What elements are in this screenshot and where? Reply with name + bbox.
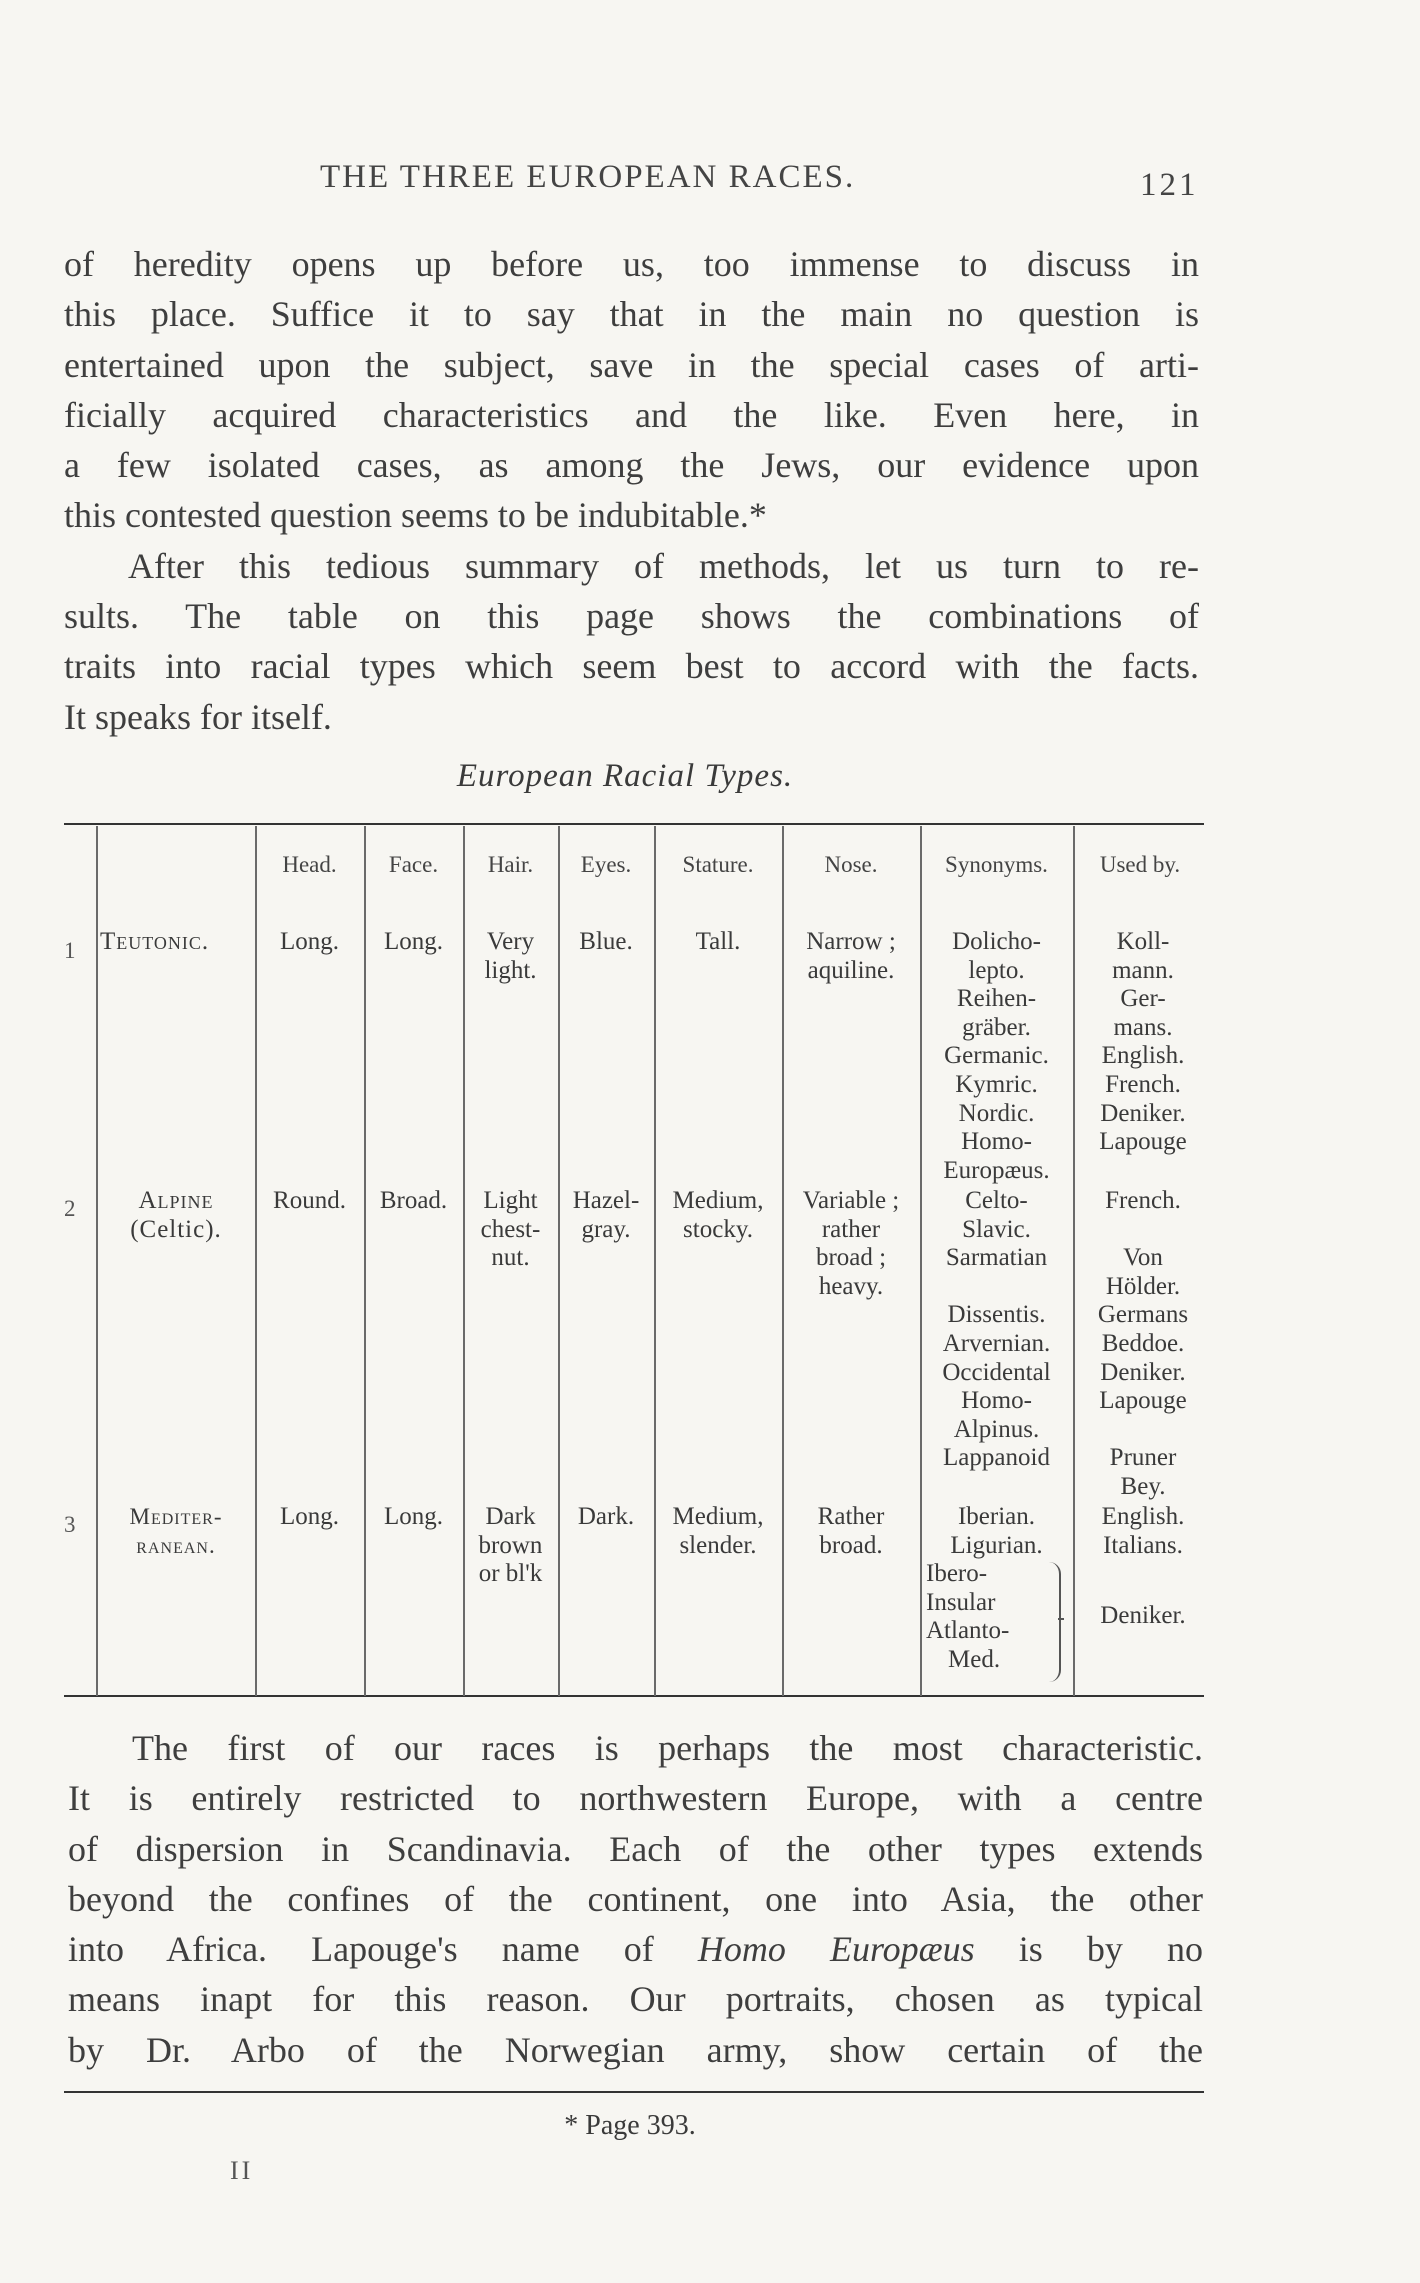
table-caption: European Racial Types. [456,758,794,794]
row-number: 2 [64,1196,76,1221]
cell-line: Dissentis. [947,1301,1046,1329]
cell-line: Hazel- [572,1187,640,1214]
page-number: 121 [1140,167,1199,203]
cell-line: Sarmatian [945,1244,1048,1272]
text-line: entertained upon the subject, save in the special cases of arti- [64,344,1199,385]
cell-line: French. [1105,1070,1181,1098]
cell-line: Nordic. [958,1099,1035,1127]
cell-hair [463,1187,558,1273]
cell-line: aquiline. [807,956,895,984]
cell-line: brown [478,1531,543,1559]
cell-line: (Celtic). [130,1215,222,1243]
brace-bracket [1045,1562,1061,1682]
cell-line: English. [1101,1042,1185,1070]
text-line [68,1924,1203,1974]
italic-term: Homo Europæus [697,1929,975,1970]
cell-line: Italians. [1103,1531,1183,1559]
cell-line: gray. [581,1215,631,1243]
cell-line: Blue. [579,928,633,955]
cell-line [1073,1416,1213,1445]
cell-head [255,1503,364,1532]
cell-line: Variable ; [802,1187,900,1214]
header-used-by: Used by. [1099,852,1181,877]
cell-face [364,1503,463,1532]
cell-line: Pruner [1109,1444,1177,1472]
text-line: sults. The table on this page shows the combinations of [64,596,1199,637]
cell-line: lepto. [968,956,1025,984]
cell-line: Teutonic. [100,928,210,955]
text-line: by Dr. Arbo of the Norwegian army, show certain of the [68,2029,1203,2070]
text-line: beyond the confines of the continent, one into Asia, the other [68,1878,1203,1919]
cell-line: nut. [491,1244,530,1272]
race-name-alpine [100,1187,252,1244]
cell-line: French. [1105,1187,1181,1214]
text-line: of heredity opens up before us, too immense to discuss in [64,244,1199,284]
cell-line: Beddoe. [1101,1329,1185,1357]
cell-nose [782,1187,920,1301]
cell-line: Koll- [1116,928,1170,955]
cell-line: Homo- [961,1128,1032,1156]
cell-line: Germans [1097,1301,1189,1329]
text-line: of dispersion in Scandinavia. Each of the other types extends [68,1828,1203,1869]
cell-line: Alpine [138,1187,214,1214]
cell-line: Celto- [965,1187,1028,1214]
cell-line: Deniker. [1100,1358,1186,1386]
cell-line: Deniker. [1100,1602,1186,1629]
cell-line: Hölder. [1105,1272,1181,1300]
cell-used-by-bracketed [1073,1602,1213,1631]
cell-used-by [1073,1187,1213,1502]
cell-line: English. [1101,1503,1185,1530]
cell-line: Bey. [1120,1472,1166,1500]
cell-line: Lapouge [1099,1128,1187,1156]
cell-line: Long. [279,1503,340,1530]
cell-line: Kymric. [955,1070,1038,1098]
text-block-top [64,239,1199,742]
cell-line: Long. [279,928,340,955]
cell-line: rather [821,1215,881,1243]
cell-line: Dark. [577,1503,635,1530]
cell-eyes [558,1187,654,1244]
cell-line: ranean. [136,1532,216,1558]
cell-stature [654,1503,782,1560]
cell-synonyms [920,1503,1073,1560]
row-number: 1 [64,938,76,963]
cell-line: Light [483,1187,538,1214]
row-number: 3 [64,1512,76,1537]
footnote-rule [64,2091,1204,2093]
cell-line: or bl'k [478,1560,543,1588]
text-run: is by no [974,1929,1204,1970]
cell-line: Europæus. [943,1156,1050,1184]
cell-line: Ibero- [926,1560,988,1587]
cell-line: Ligurian. [950,1531,1043,1559]
cell-synonyms [920,928,1073,1185]
cell-line: Germanic. [944,1042,1049,1070]
cell-line: Lappanoid [943,1444,1050,1472]
cell-line: Reihen- [956,985,1037,1013]
cell-line: chest- [480,1215,541,1243]
cell-eyes [558,1503,654,1532]
text-line: It is entirely restricted to northwestern Europe, with a centre [68,1778,1203,1819]
cell-hair [463,1503,558,1589]
cell-used-by [1073,1503,1213,1560]
text-line: ficially acquired characteristics and the like. Even here, in [64,394,1199,435]
text-line: The first of our races is perhaps the most characteristic. [132,1728,1203,1768]
table-bottom-rule [64,1695,1204,1697]
cell-line: gräber. [962,1013,1031,1041]
cell-line: Alpinus. [953,1415,1040,1443]
cell-line: Insular [926,1588,996,1616]
running-title: THE THREE EUROPEAN RACES. [320,159,856,195]
cell-line: slender. [679,1531,757,1559]
cell-line: Arvernian. [942,1329,1051,1357]
cell-line: Von [1123,1244,1163,1272]
cell-line: mans. [1113,1013,1173,1041]
text-line: It speaks for itself. [64,696,332,737]
cell-line: broad ; [815,1244,887,1272]
cell-line: mann. [1112,956,1174,984]
cell-line: Long. [383,928,444,955]
cell-eyes [558,928,654,957]
header-hair: Hair. [487,852,534,877]
cell-line: Iberian. [957,1503,1036,1530]
text-block-bottom [68,1723,1203,2075]
header-stature: Stature. [682,852,754,877]
cell-nose [782,928,920,985]
cell-face [364,1187,463,1216]
cell-line: Narrow ; [806,928,896,955]
header-head: Head. [282,852,337,877]
header-nose: Nose. [824,852,878,877]
cell-line: Tall. [695,928,741,955]
cell-line: Round. [273,1187,346,1214]
cell-face [364,928,463,957]
table-top-rule [64,823,1204,825]
cell-line: Dark [485,1503,536,1530]
text-line: After this tedious summary of methods, let us turn to re- [128,545,1199,586]
text-line: traits into racial types which seem best to accord with the facts. [64,646,1199,687]
cell-line: Very [486,928,535,955]
brace-tip [1058,1618,1064,1620]
header-face: Face. [388,852,439,877]
race-name-mediterranean [100,1503,252,1560]
cell-head [255,928,364,957]
cell-line: Medium, [672,1187,764,1214]
cell-line: Deniker. [1100,1099,1186,1127]
column-rule [96,826,98,1696]
cell-line: Long. [383,1503,444,1530]
cell-synonyms-bracketed [926,1560,1046,1674]
cell-stature [654,1187,782,1244]
cell-line: Dolicho- [952,928,1041,955]
cell-hair [463,928,558,985]
cell-line: Mediter- [129,1504,223,1529]
running-head [0,155,1420,205]
cell-line: Occidental [942,1358,1051,1386]
cell-line: Atlanto- [926,1617,1010,1645]
cell-nose [782,1503,920,1560]
signature-mark: II [230,2156,254,2185]
cell-line: Medium, [672,1503,764,1530]
cell-stature [654,928,782,957]
cell-line: Broad. [379,1187,448,1214]
cell-line: light. [484,956,537,984]
cell-line: stocky. [683,1215,753,1243]
cell-used-by [1073,928,1213,1157]
cell-synonyms [920,1187,1073,1473]
race-name-teutonic [100,928,252,957]
footnote: * Page 393. [564,2110,696,2141]
cell-line: Lapouge [1099,1387,1187,1415]
cell-line: Med. [948,1645,1001,1673]
cell-line: Rather [817,1503,885,1530]
cell-line [1073,1216,1213,1245]
cell-head [255,1187,364,1216]
header-eyes: Eyes. [580,852,632,877]
header-synonyms: Synonyms. [945,852,1048,877]
text-line: means inapt for this reason. Our portraits, chosen as typical [68,1979,1203,2020]
cell-line: Ger- [1120,985,1166,1013]
text-line: a few isolated cases, as among the Jews, our evidence upon [64,445,1199,486]
cell-line: Homo- [961,1387,1032,1415]
cell-line: Slavic. [962,1215,1031,1243]
cell-line: broad. [819,1531,883,1559]
text-line: this place. Suffice it to say that in the main no question is [64,294,1199,335]
text-line: this contested question seems to be indubitable.* [64,495,767,536]
text-run: into Africa. Lapouge's name of [68,1929,698,1970]
cell-line [920,1273,1073,1302]
cell-line: heavy. [818,1272,884,1300]
